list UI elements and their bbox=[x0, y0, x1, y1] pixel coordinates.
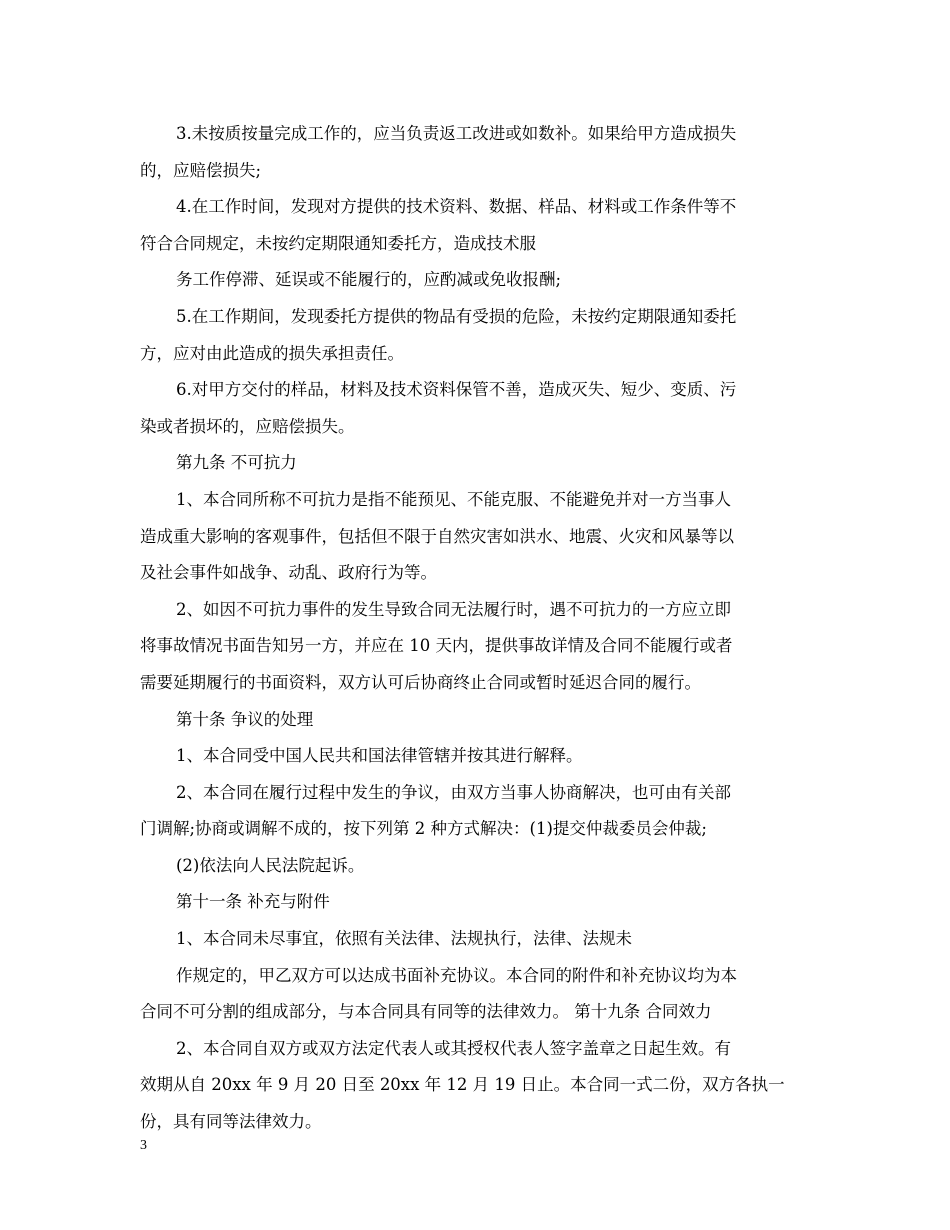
text-line: 2、本合同自双方或双方法定代表人或其授权代表人签字盖章之日起生效。有 bbox=[176, 1038, 731, 1058]
text-line: 第九条 不可抗力 bbox=[176, 453, 297, 473]
text-line: 效期从自 20xx 年 9 月 20 日至 20xx 年 12 月 19 日止。本合同一式二份，双方各执一 bbox=[140, 1075, 785, 1095]
text-line: 份，具有同等法律效力。 bbox=[140, 1112, 322, 1132]
text-line: 2、如因不可抗力事件的发生导致合同无法履行时，遇不可抗力的一方应立即 bbox=[176, 599, 731, 619]
text-line: 合同不可分割的组成部分，与本合同具有同等的法律效力。 第十九条 合同效力 bbox=[140, 1002, 712, 1022]
text-line: 5.在工作期间，发现委托方提供的物品有受损的危险，未按约定期限通知委托 bbox=[176, 306, 737, 326]
text-line: 2、本合同在履行过程中发生的争议，由双方当事人协商解决，也可由有关部 bbox=[176, 782, 731, 802]
text-line: 作规定的，甲乙双方可以达成书面补充协议。本合同的附件和补充协议均为本 bbox=[176, 965, 737, 985]
text-line: 符合合同规定，未按约定期限通知委托方，造成技术服 bbox=[140, 233, 536, 253]
text-line: 将事故情况书面告知另一方，并应在 10 天内，提供事故详情及合同不能履行或者 bbox=[140, 636, 733, 656]
text-line: 第十一条 补充与附件 bbox=[176, 892, 330, 912]
page-number: 3 bbox=[140, 1138, 147, 1153]
text-line: 1、本合同受中国人民共和国法律管辖并按其进行解释。 bbox=[176, 746, 583, 766]
text-line: 方，应对由此造成的损失承担责任。 bbox=[140, 343, 404, 363]
text-line: 需要延期履行的书面资料，双方认可后协商终止合同或暂时延迟合同的履行。 bbox=[140, 672, 701, 692]
text-line: 及社会事件如战争、动乱、政府行为等。 bbox=[140, 563, 437, 583]
text-line: 1、本合同所称不可抗力是指不能预见、不能克服、不能避免并对一方当事人 bbox=[176, 489, 731, 509]
text-line: 务工作停滞、延误或不能履行的，应酌减或免收报酬; bbox=[176, 270, 562, 290]
text-line: 3.未按质按量完成工作的，应当负责返工改进或如数补。如果给甲方造成损失 bbox=[176, 124, 737, 143]
text-line: 1、本合同未尽事宜，依照有关法律、法规执行，法律、法规未 bbox=[176, 929, 632, 949]
text-line: 造成重大影响的客观事件，包括但不限于自然灾害如洪水、地震、火灾和风暴等以 bbox=[140, 526, 734, 546]
text-line: 染或者损坏的，应赔偿损失。 bbox=[140, 416, 355, 436]
text-line: 门调解;协商或调解不成的，按下列第 2 种方式解决：(1)提交仲裁委员会仲裁; bbox=[140, 819, 707, 839]
text-line: (2)依法向人民法院起诉。 bbox=[176, 855, 365, 875]
text-line: 第十条 争议的处理 bbox=[176, 709, 314, 729]
text-line: 4.在工作时间，发现对方提供的技术资料、数据、样品、材料或工作条件等不 bbox=[176, 197, 737, 217]
text-line: 6.对甲方交付的样品，材料及技术资料保管不善，造成灭失、短少、变质、污 bbox=[176, 380, 737, 400]
text-line: 的，应赔偿损失; bbox=[140, 160, 262, 180]
document-body bbox=[140, 116, 812, 1141]
